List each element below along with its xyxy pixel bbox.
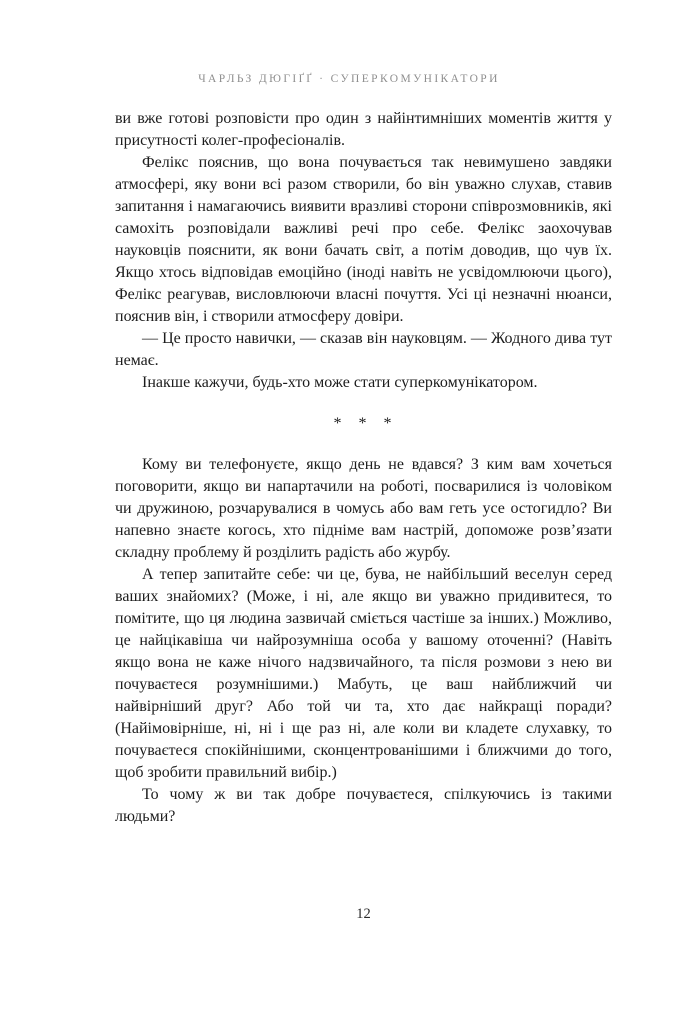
page-body — [115, 108, 612, 828]
paragraph-conclusion: Інакше кажучи, будь-хто може стати суперкомунікатором. — [142, 374, 538, 391]
running-header: ЧАРЛЬЗ ДЮГІҐҐ · СУПЕРКОМУНІКАТОРИ — [198, 73, 500, 85]
paragraph-who-do-you-call: Кому ви телефонуєте, якщо день не вдався? З ким вам хочеться поговорити, якщо ви напартачили на роботі, посварилися із чоловіком чи дружиною, розчарувалися в чомусь або вам геть усе остогидло? Ви напевно знаєте когось, хто підніме вам настрій, допоможе розв’язати складну проблему й розділить радість або журбу. — [115, 456, 612, 561]
paragraph-closing-question: То чому ж ви так добре почуваєтеся, спілкуючись із такими людьми? — [115, 786, 612, 825]
page-number: 12 — [356, 906, 371, 922]
paragraph-continuation: ви вже готові розповісти про один з найінтимніших моментів життя у присутності колег-професіоналів. — [115, 110, 612, 149]
paragraph-felix-explanation: Фелікс пояснив, що вона почувається так невимушено завдяки атмосфері, яку вони всі разом створили, бо він уважно слухав, ставив запитання і намагаючись виявити вразливі сторони співрозмовників, які самохіть розповідали важливі речі про себе. Фелікс заохочував науковців пояснити, як вони бачать світ, а потім доводив, що чув їх. Якщо хтось відповідав емоційно (іноді навіть не усвідомлюючи цього), Фелікс реагував, висловлюючи власні почуття. Усі ці незначні нюанси, пояснив він, і створили атмосферу довіри. — [115, 154, 612, 325]
paragraph-ask-yourself: А тепер запитайте себе: чи це, бува, не найбільший веселун серед ваших знайомих? (Може, і ні, але якщо ви уважно придивитеся, то помітите, що ця людина зазвичай сміється частіше за інших.) Можливо, це найцікавіша чи найрозумніша особа у вашому оточенні? (Навіть якщо вона не каже нічого надзвичайного, та після розмови з нею ви почуваєтеся розумнішими.) Мабуть, це ваш найближчий чи найвірніший друг? Або той чи та, хто дає найкращі поради? (Найімовірніше, ні, ні і ще раз ні, але коли ви кладете слухавку, то почуваєтеся спокійнішими, сконцентрованішими і ближчими до того, щоб зробити правильний вибір.) — [115, 566, 612, 781]
section-break-asterisks: * * * — [333, 415, 394, 432]
dialogue-paragraph: — Це просто навички, — сказав він науковцям. — Жодного дива тут немає. — [115, 330, 612, 369]
